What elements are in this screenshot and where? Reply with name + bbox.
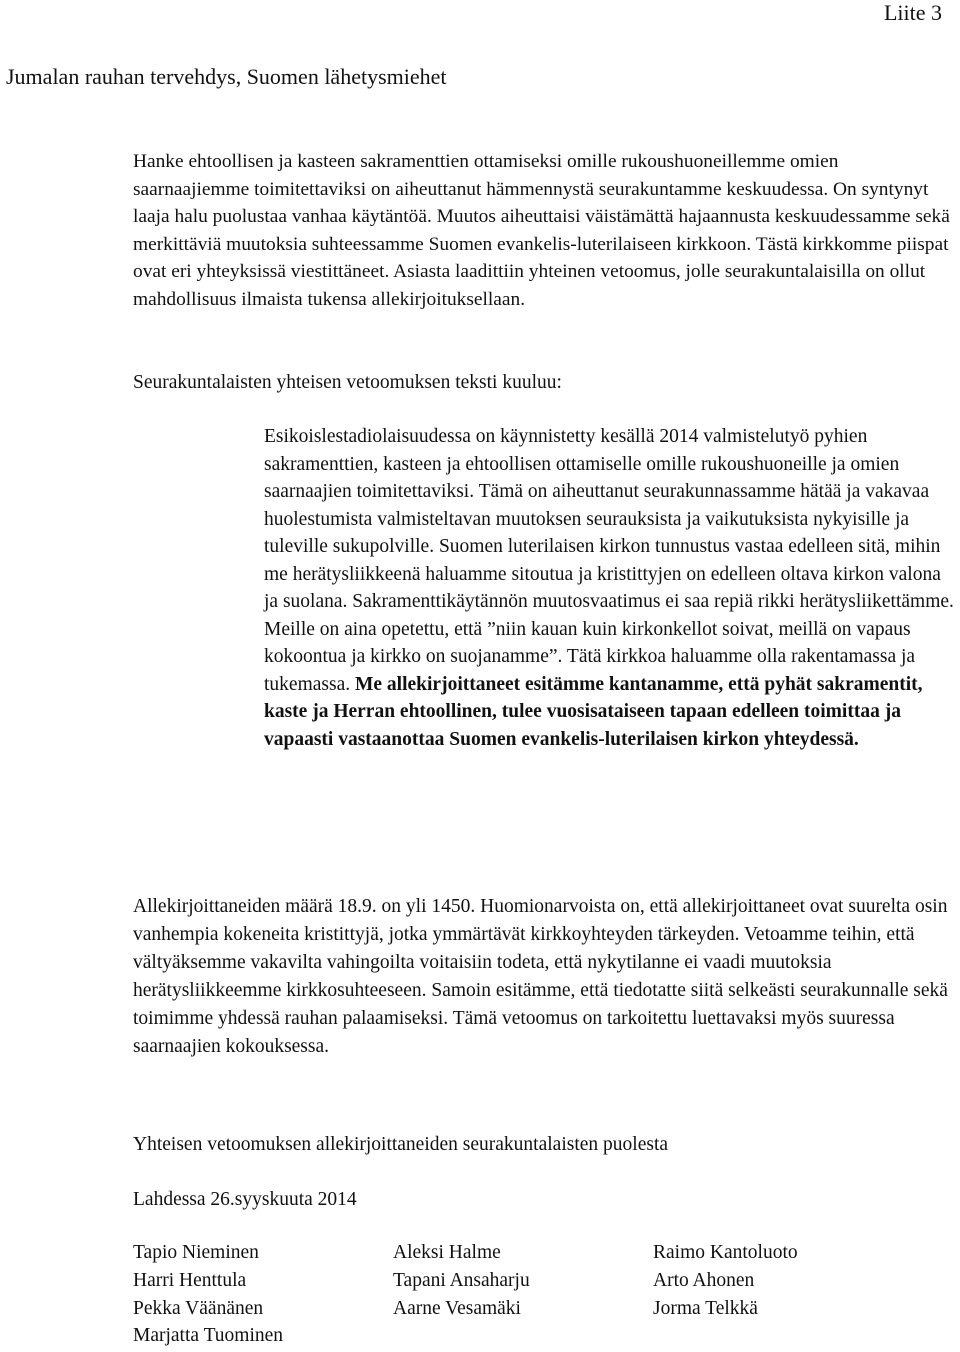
appendix-label: Liite 3 (883, 0, 942, 25)
signers-column-3 (653, 1239, 798, 1322)
signers-column-2 (393, 1239, 530, 1322)
signer-name: Aleksi Halme (393, 1242, 501, 1263)
signer-name: Jorma Telkkä (653, 1297, 758, 1319)
appeal-body: Esikoislestadiolaisuudessa on käynnistetty kesällä 2014 valmistelutyö pyhien sakramenttien, kasteen ja ehtoollisen ottamiselle omille rukoushuoneille ja omien saarnaajien toimitettaviksi. Tämä on aiheuttanut seurakunnassamme hätää ja vakavaa huolestumista valmisteltavan muutoksen seurauksista ja vaikutuksista nykyisille ja tuleville sukupolville. Suomen luterilaisen kirkon tunnustus vastaa edelleen sitä, mihin me herätysliikkeenä haluamme sitoutua ja kristittyjen on edelleen oltava kirkon valona ja suolana. Sakramenttikäytännön muutosvaatimus ei saa repiä rikki herätysliikettämme. Meille on aina opetettu, että ”niin kauan kuin kirkonkellot soivat, meillä on vapaus kokoontua ja kirkko on suojanamme”. Tätä kirkkoa haluamme olla rakentamassa ja tukemassa. (264, 426, 954, 695)
signer-name: Tapani Ansaharju (393, 1269, 530, 1291)
greeting: Jumalan rauhan tervehdys, Suomen lähetysmiehet (6, 64, 447, 89)
appeal-quote (264, 423, 954, 753)
intro-paragraph: Hanke ehtoollisen ja kasteen sakramenttien ottamiseksi omille rukoushuoneillemme omien saarnaajiemme toimitettaviksi on aiheuttanut hämmennystä seurakuntamme keskuudessa. On syntynyt laaja halu puolustaa vanhaa käytäntöä. Muutos aiheuttaisi väistämättä hajaannusta keskuudessamme sekä merkittäviä muutoksia suhteessamme Suomen evankelis-luterilaiseen kirkkoon. Tästä kirkkomme piispat ovat eri yhteyksissä viestittäneet. Asiasta laadittiin yhteinen vetoomus, jolle seurakuntalaisilla on ollut mahdollisuus ilmaista tukensa allekirjoituksellaan. (133, 151, 950, 310)
signer-name: Tapio Nieminen (133, 1242, 259, 1263)
signer-name: Pekka Väänänen (133, 1297, 264, 1319)
signer-name: Aarne Vesamäki (393, 1297, 521, 1319)
signer-name: Marjatta Tuominen (133, 1325, 284, 1347)
appeal-demand: Me allekirjoittaneet esitämme kantanamme, että pyhät sakramentit, kaste ja Herran ehtoollinen, tulee vuosisataiseen tapaan edelleen toimittaa ja vapaasti vastaanottaa Suomen evankelis-luterilaisen kirkon yhteydessä. (264, 673, 923, 750)
signer-name: Arto Ahonen (653, 1269, 755, 1291)
signers-column-1 (133, 1239, 283, 1350)
appeal-intro: Seurakuntalaisten yhteisen vetoomuksen teksti kuuluu: (133, 372, 562, 393)
on-behalf-line: Yhteisen vetoomuksen allekirjoittaneiden seurakuntalaisten puolesta (133, 1134, 669, 1155)
place-date: Lahdessa 26.syyskuuta 2014 (133, 1189, 357, 1210)
signer-name: Raimo Kantoluoto (653, 1242, 798, 1263)
signatures-note: Allekirjoittaneiden määrä 18.9. on yli 1450. Huomionarvoista on, että allekirjoittaneet ovat suurelta osin vanhempia kokeneita kristittyjä, jotka ymmärtävät kirkkoyhteyden tärkeyden. Vetoamme teihin, että vältyäksemme vakavilta vahingoilta voitaisiin todeta, että nykytilanne ei vaadi muutoksia herätysliikkeemme kirkkosuhteeseen. Samoin esitämme, että tiedotatte siitä selkeästi seurakunnalle sekä toimimme yhdessä rauhan palaamiseksi. Tämä vetoomus on tarkoitettu luettavaksi myös suuressa saarnaajien kokouksessa. (133, 896, 948, 1057)
signer-name: Harri Henttula (133, 1269, 247, 1291)
